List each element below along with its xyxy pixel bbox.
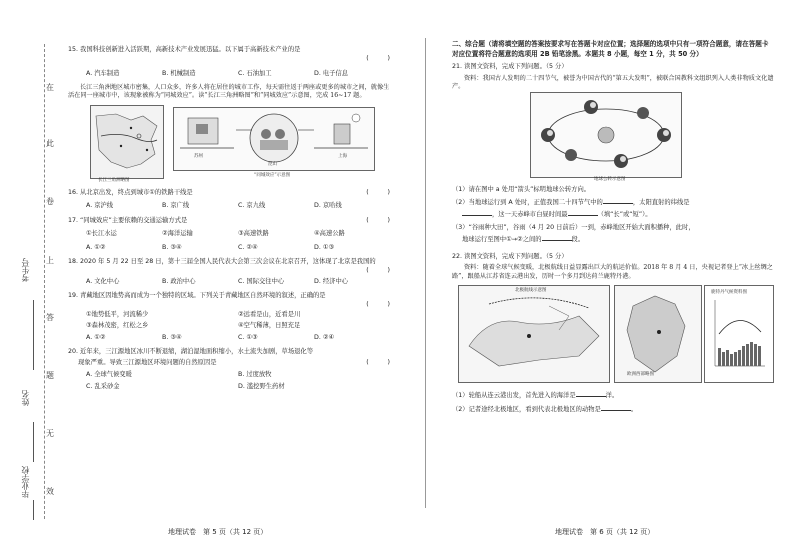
q17-options (86, 244, 390, 253)
answer-blank[interactable] (568, 215, 598, 216)
question-18: 18. 2020 年 5 月 22 日至 28 日，第十三届全国人民代表大会第三次会议在北京召开，这体现了北京是我国的 (68, 258, 376, 266)
question-20-line1: 20. 近年来，三江源地区冰川不断退缩，湖泊湿地面积缩小，水土流失加剧，草场退化等 (68, 348, 314, 356)
q22-1-text-b: 洋。 (605, 392, 619, 400)
answer-paren[interactable]: ( ) (366, 188, 390, 196)
figure-caption: 地球公转示意图 (594, 177, 626, 183)
field-label-name: 姓名 (21, 390, 30, 406)
option[interactable]: A. 文化中心 (86, 277, 120, 285)
margin-char: 上 (46, 256, 54, 265)
statement: ④空气稀薄，日照充足 (238, 322, 301, 330)
q21-2-text-b: ，太阳直射的纬线是 (632, 198, 690, 206)
binding-dashed-line (44, 44, 45, 519)
city-label-shanghai: 上海 (338, 153, 347, 159)
q20-options-1 (86, 371, 390, 380)
answer-blank[interactable] (576, 396, 606, 397)
city-label-suzhou: 苏州 (194, 153, 203, 159)
option[interactable]: D. ①③ (314, 243, 335, 251)
answer-paren[interactable]: ( ) (366, 54, 390, 62)
arctic-route-map (458, 285, 610, 383)
margin-char: 在 (46, 83, 54, 92)
option[interactable]: C. 国际交往中心 (238, 277, 285, 285)
q21-2-text-c: ，这一天赤峰市白昼时间最 (492, 211, 568, 219)
statement: ①长江水运 (86, 230, 117, 238)
passage-16-17: 长江三角洲地区城市密集，人口众多，许多人将在居住的城市工作，每天需往返于两座或更多的城市之间，就像生活在同一座城市中，该现象被称为“同城效应”。读“长江三角洲略图”和“同城效应”示意图，完成 16~17 题。 (68, 84, 390, 100)
statement: ③高速铁路 (238, 230, 269, 238)
option[interactable]: A. ①② (86, 333, 106, 341)
section-heading: 二、综合题（请将填空题的答案按要求写在答题卡对应位置；选择题的选项中只有一项符合题意，请在答题卡对应位置将符合题意的选项用 2B 铅笔涂黑。本题共 8 小题，每空 1 分，共 50 分） (452, 40, 769, 58)
answer-paren[interactable]: ( ) (366, 300, 390, 308)
question-17: 17. “同城效应”主要依赖的交通运输方式是 (68, 216, 188, 224)
option[interactable]: D. ②④ (314, 333, 335, 341)
q21-2-text-d: （填“长”或“短”）。 (597, 211, 652, 219)
margin-char: 无 (46, 429, 54, 438)
margin-char: 卷 (46, 197, 54, 206)
figure-caption: “同城效应”示意图 (254, 172, 291, 178)
statement: ②海洋运输 (162, 230, 193, 238)
page-footer-right: 地理试卷 第 6 页（共 12 页） (555, 528, 655, 536)
option[interactable]: B. 过度放牧 (238, 371, 272, 379)
question-21-3: （3）“谷雨种大田”，谷雨（4 月 20 日前后）一到，赤峰地区开始大面积播种，此时， (452, 223, 695, 231)
answer-blank[interactable] (601, 410, 631, 411)
option[interactable]: C. ②④ (238, 243, 258, 251)
yangtze-delta-map (90, 105, 164, 179)
same-city-effect-diagram (173, 107, 375, 171)
q22-2-text-b: 。 (630, 405, 638, 413)
figure-row-21 (452, 92, 775, 184)
fig-title: 鹿特丹气候资料图 (711, 290, 747, 296)
q21-material: 资料：我国古人发明的二十四节气，被誉为中国古代的“第五大发明”，被联合国教科文组织列入人类非物质文化遗产。 (452, 74, 774, 90)
statement: ①地势低平，河流稀少 (86, 310, 149, 318)
question-22-1 (452, 392, 775, 401)
q19-statements-1 (86, 311, 390, 320)
q15-options (86, 70, 390, 79)
field-line-school[interactable] (33, 500, 34, 520)
q21-2-text-a: （2）当地球运行到 A 处时，正值我国二十四节气中的 (452, 198, 603, 206)
q17-statements (86, 230, 390, 239)
page-footer-left: 地理试卷 第 5 页（共 12 页） (168, 528, 268, 536)
option[interactable]: D. 滥挖野生药材 (238, 382, 285, 390)
question-21-1: （1）请在图中 a 处用“箭头”标明地球公转方向。 (452, 186, 591, 194)
field-line-exam-number[interactable] (33, 300, 34, 370)
question-21-2-cont (462, 211, 775, 220)
answer-paren[interactable]: ( ) (366, 266, 390, 274)
fig-title: 北极航线示意图 (515, 288, 547, 294)
question-21: 21. 读图文资料，完成下列问题。（5 分） (452, 63, 568, 71)
question-22-2 (452, 406, 775, 415)
column-divider (425, 38, 426, 508)
q18-options (86, 278, 390, 287)
figure-row-16-17 (68, 103, 390, 185)
q19-options (86, 334, 390, 343)
option[interactable]: A. ①② (86, 243, 106, 251)
field-label-exam-number: 考生号 (21, 258, 30, 282)
option[interactable]: C. 乱采砂金 (86, 382, 120, 390)
option[interactable]: D. 电子信息 (314, 69, 349, 77)
figure-row-22 (452, 283, 775, 389)
q21-3-text-c: 段。 (571, 236, 585, 244)
option[interactable]: A. 汽车制造 (86, 69, 120, 77)
answer-blank[interactable] (462, 215, 492, 216)
option[interactable]: B. ③④ (162, 333, 182, 341)
answer-paren[interactable]: ( ) (366, 216, 390, 224)
option[interactable]: B. 京广线 (162, 202, 190, 210)
answer-blank[interactable] (603, 203, 633, 204)
option[interactable]: D. 经济中心 (314, 277, 349, 285)
figure-caption: 长江三角洲略图 (98, 177, 130, 183)
fig-title: 欧洲西部略图 (627, 372, 654, 378)
q22-1-text-a: （1）轮船从连云港出发，首先进入的海洋是 (452, 392, 576, 400)
western-europe-map (614, 285, 702, 383)
question-20-line2: 现象严重。导致三江源地区环境问题的自然原因是 (78, 358, 217, 366)
answer-paren[interactable]: ( ) (366, 358, 390, 366)
margin-char: 此 (46, 139, 54, 148)
option[interactable]: D. 京哈线 (314, 202, 342, 210)
rotterdam-climate-chart (704, 285, 774, 383)
margin-char: 题 (46, 371, 54, 380)
q21-3-text-b: 地球运行至图中①→②之间的 (462, 236, 542, 244)
city-label-kunshan: 昆山 (268, 161, 277, 167)
question-15: 15. 我国科技创新进入活跃期，高新技术产业发展迅猛。以下属于高新技术产业的是 (68, 46, 301, 53)
option[interactable]: B. ③④ (162, 243, 182, 251)
option[interactable]: C. ①③ (238, 333, 258, 341)
field-label-school: 毕业学校 (21, 466, 30, 498)
q20-options-2 (86, 383, 390, 392)
answer-blank[interactable] (542, 240, 572, 241)
option[interactable]: A. 全球气候变暖 (86, 371, 132, 379)
statement: ④高速公路 (314, 230, 345, 238)
left-column (68, 40, 390, 391)
option[interactable]: C. 京九线 (238, 202, 266, 210)
option[interactable]: B. 机械制造 (162, 69, 196, 77)
field-line-name[interactable] (33, 422, 34, 462)
q22-material: 资料：随着全球气候变暖，北极航线日益显露出巨大的航运价值。2018 年 8 月 4 日，央视记者登上“冰上丝绸之路”，跟船从江苏省连云港出发，历时一个多月到达荷兰鹿特丹港。 (452, 264, 773, 280)
statement: ③森林茂密，红松之乡 (86, 322, 149, 330)
question-21-3-cont (462, 236, 775, 245)
q19-statements-2 (86, 322, 390, 331)
question-19: 19. 青藏地区因地势高而成为一个独特的区域。下列关于青藏地区自然环境的叙述，正确的是 (68, 292, 326, 300)
question-21-2 (452, 199, 775, 208)
margin-char: 效 (46, 487, 54, 496)
question-22: 22. 读图文资料，完成下列问题。（5 分） (452, 252, 568, 260)
option[interactable]: A. 京沪线 (86, 202, 114, 210)
right-column (452, 40, 775, 414)
statement: ②远看是山，近看是川 (238, 310, 301, 318)
option[interactable]: C. 石油加工 (238, 69, 272, 77)
option[interactable]: B. 政治中心 (162, 277, 196, 285)
question-16: 16. 从北京出发，终点到城市①的铁路干线是 (68, 188, 193, 196)
q16-options (86, 202, 390, 211)
q22-2-text-a: （2）记者途经北极地区，看到代表北极地区的动物是 (452, 405, 601, 413)
margin-char: 答 (46, 313, 54, 322)
earth-revolution-diagram (530, 92, 682, 178)
